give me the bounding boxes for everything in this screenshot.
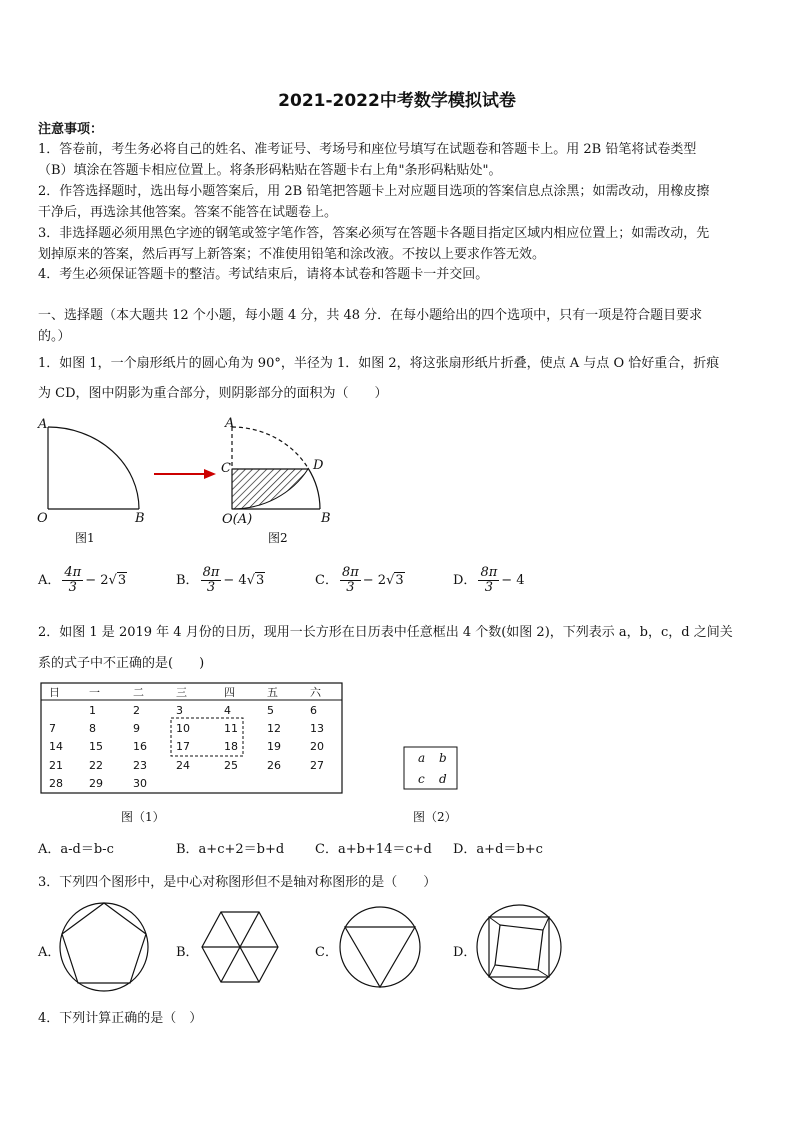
calendar-day: 14 bbox=[49, 740, 63, 753]
q4-text: 4．下列计算正确的是（ ） bbox=[38, 1011, 203, 1026]
fig1-arc bbox=[48, 427, 139, 509]
fig2-shaded-region bbox=[232, 469, 308, 509]
calendar-header: 四 bbox=[224, 686, 235, 699]
page-title: 2021-2022中考数学模拟试卷 bbox=[278, 91, 516, 111]
calendar-day: 3 bbox=[176, 704, 183, 717]
calendar-day: 19 bbox=[267, 740, 281, 753]
q3-a-circle bbox=[60, 903, 148, 991]
grid-b: b bbox=[439, 751, 447, 765]
calendar-header: 五 bbox=[267, 686, 278, 699]
q2-text-cont: 系的式子中不正确的是( ) bbox=[38, 656, 205, 671]
fig1-caption: 图1 bbox=[75, 531, 95, 545]
fig2-label-c: C bbox=[221, 461, 231, 476]
grid-d: d bbox=[439, 772, 447, 786]
fig1-label-b: B bbox=[135, 511, 145, 526]
red-arrow-head bbox=[204, 469, 216, 479]
q1-option-a[interactable]: A． $\frac{4\pi}{3}$ − 2√3 bbox=[38, 565, 127, 595]
section-heading-cont: 的。） bbox=[38, 329, 71, 344]
calendar-day: 21 bbox=[49, 759, 63, 772]
notice-line: 划掉原来的答案，然后再写上新答案；不准使用铅笔和涂改液。不按以上要求作答无效。 bbox=[38, 247, 546, 262]
grid-caption: 图（2） bbox=[413, 810, 457, 824]
calendar-day: 26 bbox=[267, 759, 281, 772]
q1-option-b[interactable]: B． $\frac{8\pi}{3}$ − 4√3 bbox=[176, 565, 265, 595]
calendar-day: 5 bbox=[267, 704, 274, 717]
calendar-day: 23 bbox=[133, 759, 147, 772]
calendar-day: 7 bbox=[49, 722, 56, 735]
fig2-solid-arc bbox=[308, 468, 320, 509]
calendar-day: 2 bbox=[133, 704, 140, 717]
q1-text: 1．如图 1，一个扇形纸片的圆心角为 90°，半径为 1．如图 2，将这张扇形纸片折叠，使点 A 与点 O 恰好重合，折痕 bbox=[38, 356, 720, 371]
calendar-header: 一 bbox=[89, 686, 100, 699]
q3-d-inner-square bbox=[495, 925, 543, 970]
notice-line: （B）填涂在答题卡相应位置上。将条形码粘贴在答题卡右上角"条形码粘贴处"。 bbox=[38, 163, 502, 178]
notice-line: 4．考生必须保证答题卡的整洁。考试结束后，请将本试卷和答题卡一并交回。 bbox=[38, 267, 489, 282]
calendar-caption: 图（1） bbox=[121, 810, 165, 824]
calendar-day: 6 bbox=[310, 704, 317, 717]
calendar-day: 28 bbox=[49, 777, 63, 790]
fig1-label-a: A bbox=[38, 417, 48, 432]
calendar-day: 11 bbox=[224, 722, 238, 735]
q3-option-b[interactable]: B． bbox=[176, 945, 199, 960]
calendar-day: 25 bbox=[224, 759, 238, 772]
q2-option-d[interactable]: D．a+d＝b+c bbox=[453, 842, 543, 857]
calendar-day: 30 bbox=[133, 777, 147, 790]
q2-option-b[interactable]: B．a+c+2＝b+d bbox=[176, 842, 285, 857]
calendar-day: 18 bbox=[224, 740, 238, 753]
calendar-header: 六 bbox=[310, 686, 321, 699]
grid-a: a bbox=[418, 751, 426, 765]
calendar-day: 24 bbox=[176, 759, 190, 772]
notice-line: 2．作答选择题时，选出每小题答案后，用 2B 铅笔把答题卡上对应题目选项的答案信息点涂黑；如需改动，用橡皮擦 bbox=[38, 184, 710, 199]
grid-c: c bbox=[418, 772, 425, 786]
calendar-day: 13 bbox=[310, 722, 324, 735]
fig2-label-b: B bbox=[321, 511, 331, 526]
q2-text: 2．如图 1 是 2019 年 4 月份的日历，现用一长方形在日历表中任意框出 4 个数(如图 2)，下列表示 a，b，c，d 之间关 bbox=[38, 625, 733, 640]
q1-text-cont: 为 CD，图中阴影为重合部分，则阴影部分的面积为（ ） bbox=[38, 386, 388, 401]
notice-line: 1．答卷前，考生务必将自己的姓名、准考证号、考场号和座位号填写在试题卷和答题卡上。用 2B 铅笔将试卷类型 bbox=[38, 142, 697, 157]
notice-heading: 注意事项： bbox=[38, 122, 104, 137]
calendar-day: 8 bbox=[89, 722, 96, 735]
q1-option-d[interactable]: D． $\frac{8\pi}{3}$ − 4 bbox=[453, 565, 525, 595]
q3-figures bbox=[0, 0, 1, 1]
fig2-label-a: A bbox=[225, 416, 235, 431]
calendar-day: 10 bbox=[176, 722, 190, 735]
calendar-day: 27 bbox=[310, 759, 324, 772]
q3-text: 3．下列四个图形中，是中心对称图形但不是轴对称图形的是（ ） bbox=[38, 875, 437, 890]
calendar-day: 29 bbox=[89, 777, 103, 790]
q3-option-d[interactable]: D． bbox=[453, 945, 477, 960]
calendar-day: 22 bbox=[89, 759, 103, 772]
fig2-label-d: D bbox=[313, 458, 324, 473]
section-heading: 一、选择题（本大题共 12 个小题，每小题 4 分，共 48 分．在每小题给出的四个选项中，只有一项是符合题目要求 bbox=[38, 308, 703, 323]
fig2-dashed-arc bbox=[232, 427, 308, 468]
q2-option-c[interactable]: C．a+b+14＝c+d bbox=[315, 842, 432, 857]
fig2-caption: 图2 bbox=[268, 531, 288, 545]
q3-c-circle bbox=[340, 907, 420, 987]
calendar-header: 三 bbox=[176, 686, 187, 699]
notice-line: 干净后，再选涂其他答案。答案不能答在试题卷上。 bbox=[38, 205, 338, 220]
calendar-day: 4 bbox=[224, 704, 231, 717]
calendar-day: 20 bbox=[310, 740, 324, 753]
fig1-label-o: O bbox=[37, 511, 48, 526]
calendar-day: 9 bbox=[133, 722, 140, 735]
q3-option-a[interactable]: A． bbox=[38, 945, 61, 960]
calendar-header: 日 bbox=[49, 686, 60, 699]
q3-option-c[interactable]: C． bbox=[315, 945, 338, 960]
calendar-day: 17 bbox=[176, 740, 190, 753]
q2-option-a[interactable]: A．a-d＝b-c bbox=[38, 842, 114, 857]
calendar-header: 二 bbox=[133, 686, 144, 699]
notice-line: 3．非选择题必须用黑色字迹的钢笔或签字笔作答，答案必须写在答题卡各题目指定区域内相应位置上；如需改动，先 bbox=[38, 226, 710, 241]
calendar-day: 1 bbox=[89, 704, 96, 717]
calendar-day: 12 bbox=[267, 722, 281, 735]
q1-option-c[interactable]: C． $\frac{8\pi}{3}$ − 2√3 bbox=[315, 565, 404, 595]
calendar-day: 15 bbox=[89, 740, 103, 753]
grid-box bbox=[404, 747, 457, 789]
calendar-day: 16 bbox=[133, 740, 147, 753]
fig2-label-oa: O(A) bbox=[222, 512, 253, 527]
